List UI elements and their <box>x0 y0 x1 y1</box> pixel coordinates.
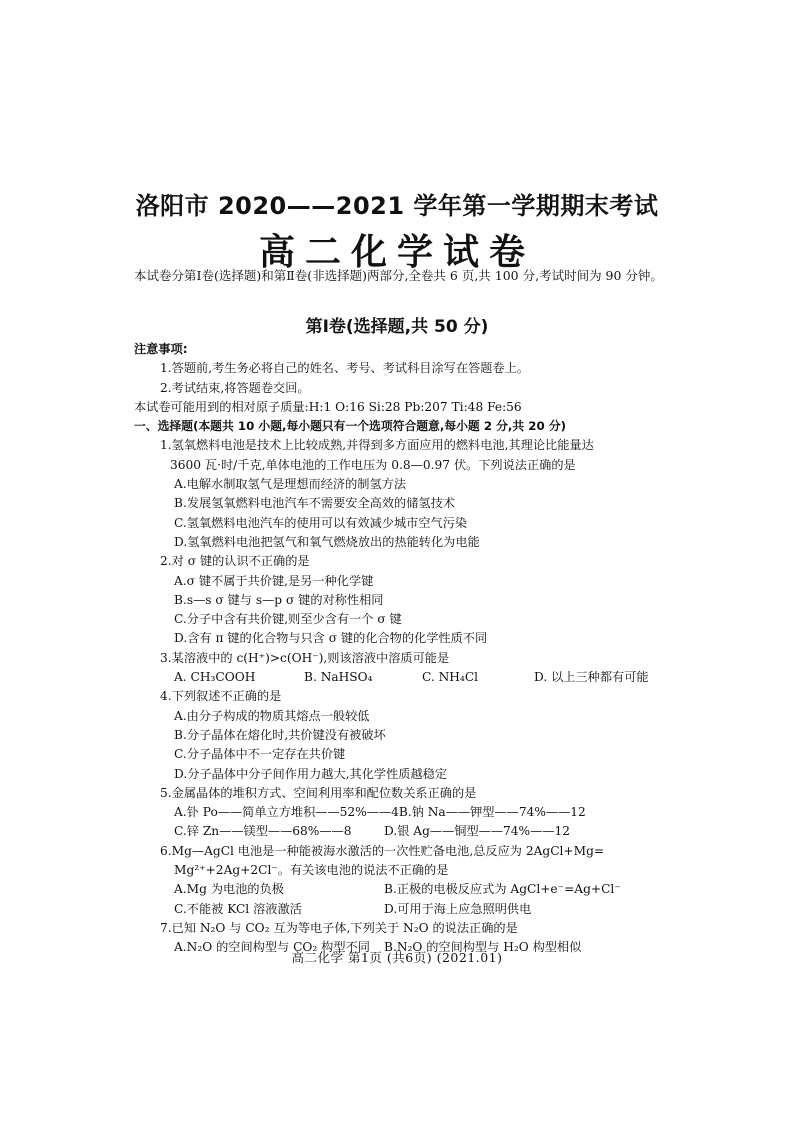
question-option: B.s—s σ 键与 s—p σ 键的对称性相同 <box>174 592 384 607</box>
question-option: A.由分子构成的物质其熔点一般较低 <box>174 708 370 723</box>
exam-intro: 本试卷分第Ⅰ卷(选择题)和第Ⅱ卷(非选择题)两部分,全卷共 6 页,共 100 分,考试时间为 90 分钟。 <box>134 268 663 283</box>
question-option: B. NaHSO₄ <box>304 670 373 685</box>
question-option: B.分子晶体在熔化时,共价键没有被破坏 <box>174 727 386 742</box>
note-item: 1.答题前,考生务必将自己的姓名、考号、考试科目涂写在答题卷上。 <box>160 361 529 376</box>
question-option: C.分子中含有共价键,则至少含有一个 σ 键 <box>174 612 402 627</box>
question-option: A. CH₃COOH <box>174 670 256 685</box>
question-option: C. NH₄Cl <box>422 670 479 685</box>
question-option: C.锌 Zn——镁型——68%——8 <box>174 824 352 839</box>
question-option: A.钋 Po——简单立方堆积——52%——4 <box>174 805 399 820</box>
question-option: D.可用于海上应急照明供电 <box>384 901 532 916</box>
question-stem: Mg²⁺+2Ag+2Cl⁻。有关该电池的说法不正确的是 <box>174 863 449 878</box>
question-option: D.分子晶体中分子间作用力越大,其化学性质越稳定 <box>174 766 448 781</box>
notes-heading: 注意事项: <box>134 342 188 356</box>
subject-title: 高二化学试卷 <box>258 231 535 273</box>
question-option: D. 以上三种都有可能 <box>534 670 649 685</box>
page-footer: 高二化学 第1页 (共6页) (2021.01) <box>291 950 503 965</box>
section-heading: 第Ⅰ卷(选择题,共 50 分) <box>305 317 489 337</box>
question-stem: 6.Mg—AgCl 电池是一种能被海水激活的一次性贮备电池,总反应为 2AgCl+Mg= <box>160 843 605 858</box>
exam-title: 洛阳市 2020——2021 学年第一学期期末考试 <box>135 192 659 220</box>
question-option: A.N₂O 的空间构型与 CO₂ 构型不同 <box>174 940 370 955</box>
question-option: D.银 Ag——铜型——74%——12 <box>384 824 570 839</box>
question-option: A.电解水制取氢气是理想而经济的制氢方法 <box>174 477 407 492</box>
exam-body <box>134 340 674 958</box>
question-option: A.σ 键不属于共价键,是另一种化学键 <box>174 573 374 588</box>
question-option: D.含有 π 键的化合物与只含 σ 键的化合物的化学性质不同 <box>174 631 488 646</box>
question-options-row <box>134 668 674 687</box>
question-option: C.不能被 KCl 溶液激活 <box>174 901 302 916</box>
question-options-row <box>134 822 674 841</box>
question-stem: 3.某溶液中的 c(H⁺)>c(OH⁻),则该溶液中溶质可能是 <box>160 650 450 665</box>
question-option: B.钠 Na——钾型——74%——12 <box>398 805 586 820</box>
atomic-masses: 本试卷可能用到的相对原子质量:H:1 O:16 Si:28 Pb:207 Ti:48 Fe:56 <box>134 399 522 414</box>
question-options-row <box>134 803 674 822</box>
part-heading: 一、选择题(本题共 10 小题,每小题只有一个选项符合题意,每小题 2 分,共 20 分) <box>134 419 567 434</box>
question-option: A.Mg 为电池的负极 <box>174 882 284 897</box>
question-stem: 2.对 σ 键的认识不正确的是 <box>160 554 310 569</box>
question-option: C.氢氧燃料电池汽车的使用可以有效减少城市空气污染 <box>174 515 468 530</box>
question-stem: 5.金属晶体的堆积方式、空间利用率和配位数关系正确的是 <box>160 785 477 800</box>
question-option: D.氢氧燃料电池把氢气和氧气燃烧放出的热能转化为电能 <box>174 534 480 549</box>
note-item: 2.考试结束,将答题卷交回。 <box>160 380 310 395</box>
question-options-row <box>134 900 674 919</box>
question-stem: 3600 瓦·时/千克,单体电池的工作电压为 0.8—0.97 伏。下列说法正确的是 <box>170 457 576 472</box>
question-option: C.分子晶体中不一定存在共价键 <box>174 747 346 762</box>
question-stem: 4.下列叙述不正确的是 <box>160 689 282 704</box>
question-option: B.发展氢氧燃料电池汽车不需要安全高效的储氢技术 <box>174 496 455 511</box>
question-stem: 7.已知 N₂O 与 CO₂ 互为等电子体,下列关于 N₂O 的说法正确的是 <box>160 920 518 935</box>
question-option: B.正极的电极反应式为 AgCl+e⁻=Ag+Cl⁻ <box>384 882 621 897</box>
question-options-row <box>134 880 674 899</box>
question-stem: 1.氢氧燃料电池是技术上比较成熟,并得到多方面应用的燃料电池,其理论比能量达 <box>160 438 594 453</box>
question-option: B.N₂O 的空间构型与 H₂O 构型相似 <box>384 940 582 955</box>
